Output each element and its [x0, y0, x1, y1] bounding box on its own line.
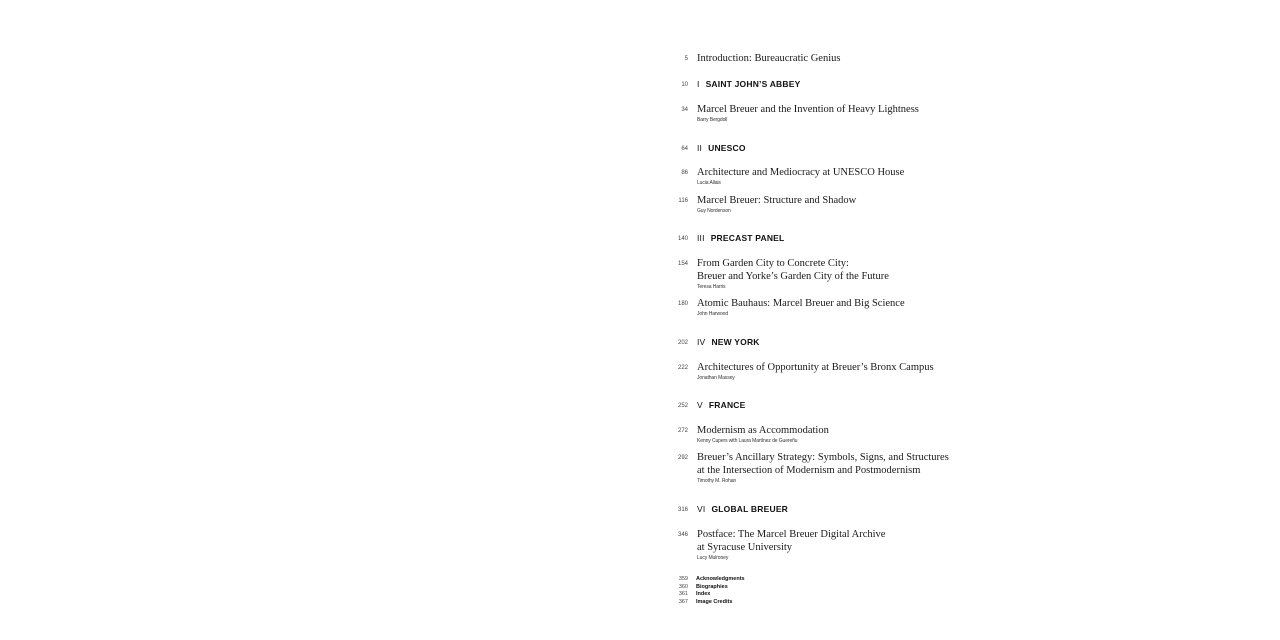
section-numeral: III [697, 233, 705, 243]
chapter-title: From Garden City to Concrete City: [697, 258, 849, 269]
section-heading [697, 400, 746, 410]
section-numeral: V [697, 400, 703, 410]
chapter-author: Lucy Mulroney [697, 555, 729, 561]
chapter-title-line-2: at the Intersection of Modernism and Postmodernism [697, 465, 921, 476]
chapter-author: Lucia Allais [697, 180, 721, 186]
chapter-title: Modernism as Accommodation [697, 425, 829, 436]
chapter-title: Marcel Breuer and the Invention of Heavy Lightness [697, 104, 919, 115]
section-heading [697, 79, 800, 89]
section-label: NEW YORK [711, 337, 760, 347]
section-heading [697, 143, 746, 153]
page-number: 252 [677, 403, 688, 409]
section-heading [697, 337, 760, 347]
page-number: 5 [684, 56, 688, 62]
page-number: 272 [677, 428, 688, 434]
back-matter-label: Acknowledgments [696, 576, 745, 582]
chapter-title: Architecture and Mediocracy at UNESCO House [697, 167, 905, 178]
page-number: 346 [677, 532, 688, 538]
page-number: 361 [678, 591, 688, 597]
chapter-author: Jonathan Massey [697, 375, 735, 381]
chapter-title: Introduction: Bureaucratic Genius [697, 53, 841, 64]
section-numeral: II [697, 143, 703, 153]
chapter-title: Postface: The Marcel Breuer Digital Archive [697, 529, 886, 540]
page-number: 116 [678, 198, 688, 204]
chapter-title: Marcel Breuer: Structure and Shadow [697, 195, 857, 206]
page-number: 10 [681, 82, 688, 88]
chapter-title: Atomic Bauhaus: Marcel Breuer and Big Science [697, 298, 905, 309]
section-heading [697, 504, 788, 514]
page-number: 86 [681, 170, 688, 176]
chapter-title-line-2: at Syracuse University [697, 542, 793, 553]
section-numeral: IV [697, 337, 706, 347]
page-number: 64 [681, 146, 688, 152]
chapter-title-line-2: Breuer and Yorke’s Garden City of the Future [697, 271, 889, 282]
section-label: SAINT JOHN’S ABBEY [705, 79, 801, 89]
back-matter-label: Biographies [696, 583, 728, 590]
section-heading [697, 233, 784, 243]
back-matter-label: Index [696, 591, 711, 597]
section-label: PRECAST PANEL [710, 233, 785, 243]
page-number: 140 [677, 236, 688, 242]
section-label: UNESCO [708, 143, 746, 153]
chapter-author: Teresa Harris [697, 284, 726, 290]
chapter-title: Architectures of Opportunity at Breuer’s Bronx Campus [697, 362, 934, 373]
page-number: 359 [678, 576, 688, 582]
section-label: FRANCE [708, 400, 746, 410]
page-number: 154 [677, 261, 688, 267]
chapter-author: Timothy M. Rohan [697, 478, 737, 484]
section-numeral: I [697, 79, 700, 89]
page-number: 222 [677, 365, 688, 371]
chapter-title: Breuer’s Ancillary Strategy: Symbols, Signs, and Structures [697, 452, 949, 463]
page-number: 292 [677, 455, 688, 461]
chapter-author: John Harwood [697, 311, 729, 317]
page-number: 367 [678, 598, 688, 605]
page-number: 202 [677, 340, 688, 346]
back-matter-label: Image Credits [696, 598, 733, 605]
chapter-author: Guy Nordenson [697, 208, 731, 214]
chapter-author: Kenny Cupers with Laura Martínez de Guereñu [697, 438, 798, 444]
page-number: 316 [677, 507, 688, 513]
section-label: GLOBAL BREUER [711, 504, 789, 514]
page-number: 34 [681, 107, 688, 113]
section-numeral: VI [697, 504, 706, 514]
page-number: 180 [677, 301, 688, 307]
chapter-author: Barry Bergdoll [697, 117, 728, 123]
page-number: 360 [678, 583, 688, 590]
